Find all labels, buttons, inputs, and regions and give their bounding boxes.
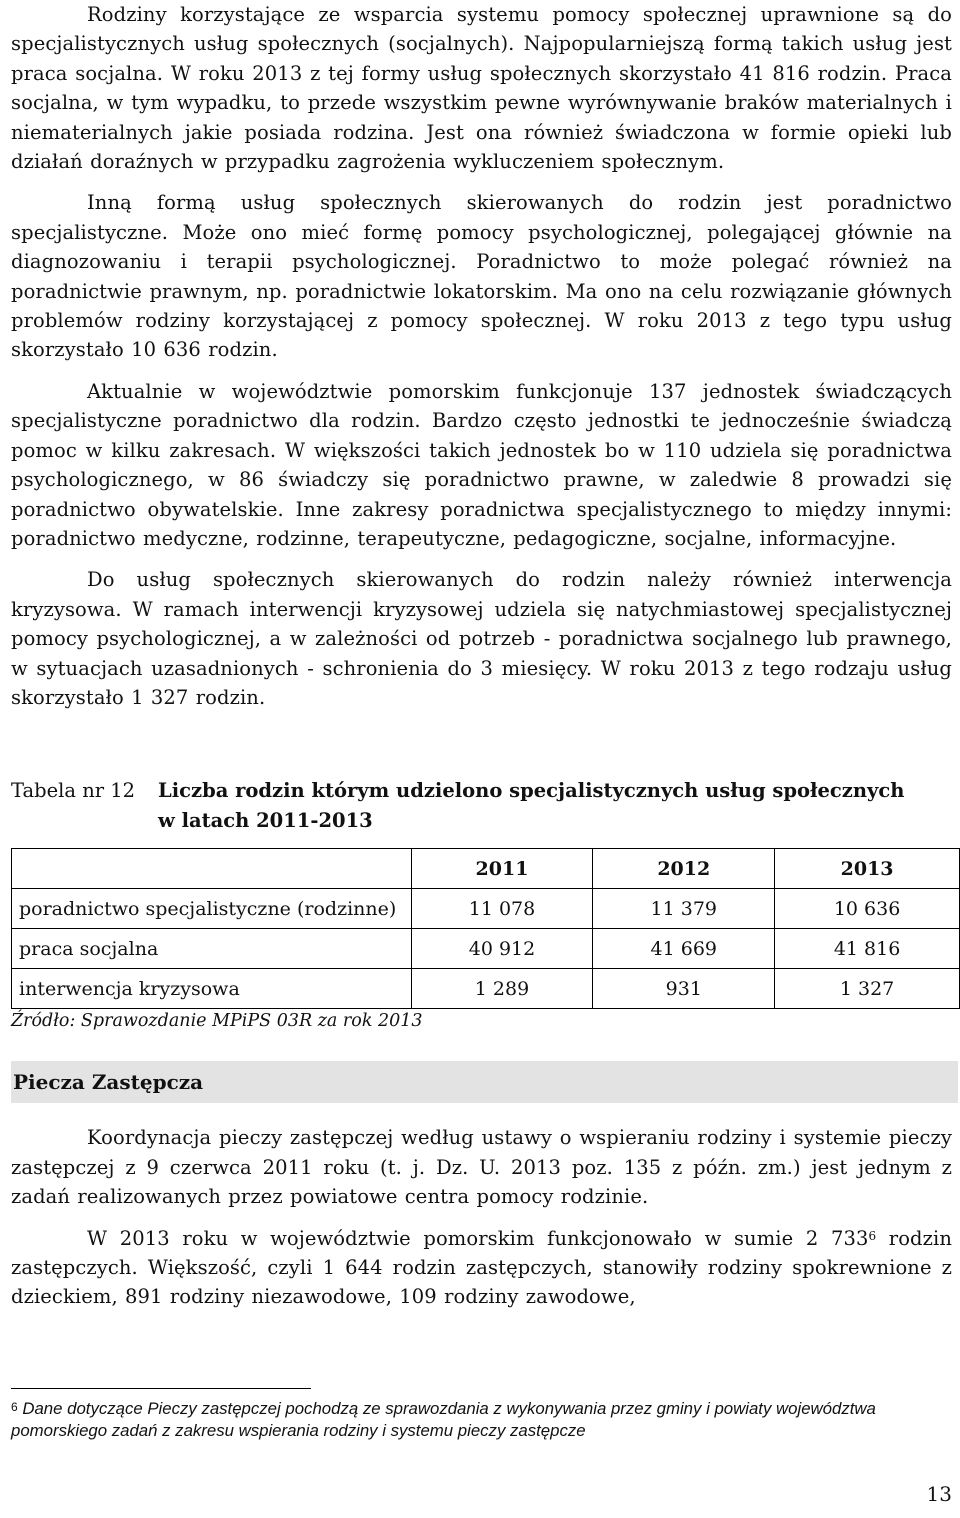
footnote [11, 1398, 956, 1442]
table-cell: 41 816 [775, 929, 960, 969]
row-label: poradnictwo specjalistyczne (rodzinne) [12, 889, 412, 929]
year-header: 2011 [411, 849, 593, 889]
table-header-row [12, 849, 960, 889]
section-heading: Piecza Zastępcza [11, 1061, 958, 1103]
document-page [11, 0, 952, 1312]
row-label: interwencja kryzysowa [12, 969, 412, 1009]
table-caption [11, 776, 952, 836]
table-cell: 40 912 [411, 929, 593, 969]
paragraph-counseling: Inną formą usług społecznych skierowanych do rodzin jest poradnictwo specjalistyczne. Może ono mieć formę pomocy psychologicznej, polegającej głównie na diagnozowaniu i terapii psychologicznej. Poradnictwo to może polegać również na poradnictwie prawnym, np. poradnictwie lokatorskim. Ma ono na celu rozwiązanie głównych problemów rodziny korzystającej z pomocy społecznej. W roku 2013 z tego typu usług skorzystało 10 636 rodzin. [11, 191, 952, 362]
table-row [12, 969, 960, 1009]
page-number: 13 [926, 1482, 952, 1506]
table-cell: 931 [593, 969, 775, 1009]
footnote-reference: 6 [868, 1228, 877, 1243]
paragraph-foster-care-coordination: Koordynacja pieczy zastępczej według ustawy o wspieraniu rodziny i systemie pieczy zastępczej z 9 czerwca 2011 roku (t. j. Dz. U. 2013 poz. 135 z późn. zm.) jest jednym z zadań realizowanych przez powiatowe centra pomocy rodzinie. [11, 1126, 952, 1209]
paragraph-foster-families [11, 1224, 952, 1312]
table-title-line2: w latach 2011-2013 [158, 809, 373, 833]
paragraph-social-work: Rodziny korzystające ze wsparcia systemu pomocy społecznej uprawnione są do specjalistycznych usług społecznych (socjalnych). Najpopularniejszą formą takich usług jest praca socjalna. W roku 2013 z tej formy usług społecznych skorzystało 41 816 rodzin. Praca socjalna, w tym wypadku, to przede wszystkim pewne wyrównywanie braków materialnych i niematerialnych jakie posiada rodzina. Jest ona również świadczona w formie opieki lub działań doraźnych w przypadku zagrożenia wykluczeniem społecznym. [11, 3, 952, 174]
table-corner-cell [12, 849, 412, 889]
table-row [12, 929, 960, 969]
table-cell: 10 636 [775, 889, 960, 929]
table-source: Źródło: Sprawozdanie MPiPS 03R za rok 2013 [11, 1011, 423, 1032]
table-row [12, 889, 960, 929]
paragraph-counseling-units: Aktualnie w województwie pomorskim funkcjonuje 137 jednostek świadczących specjalistyczne poradnictwo dla rodzin. Bardzo często jednostki te jednocześnie świadczą pomoc w kilku zakresach. W większości takich jednostek bo w 110 udziela się poradnictwa psychologicznego, w 86 świadczy się poradnictwo prawne, w zaledwie 8 prowadzi się poradnictwo obywatelskie. Inne zakresy poradnictwa specjalistycznego to między innymi: poradnictwo medyczne, rodzinne, terapeutyczne, pedagogiczne, socjalne, informacyjne. [11, 379, 952, 550]
year-header: 2013 [775, 849, 960, 889]
table-title [158, 776, 904, 836]
table-cell: 11 078 [411, 889, 593, 929]
services-table [11, 848, 960, 1009]
table-cell: 11 379 [593, 889, 775, 929]
table-label: Tabela nr 12 [11, 779, 136, 803]
footnote-text: Dane dotyczące Pieczy zastępczej pochodzą ze sprawozdania z wykonywania przez gminy i powiaty województwa pomorskiego zadań z zakresu wspierania rodziny i systemu pieczy zastępcze [11, 1399, 876, 1440]
row-label: praca socjalna [12, 929, 412, 969]
footnote-divider [11, 1388, 311, 1389]
table-title-line1: Liczba rodzin którym udzielono specjalistycznych usług społecznych [158, 779, 905, 803]
table-cell: 41 669 [593, 929, 775, 969]
year-header: 2012 [593, 849, 775, 889]
table-cell: 1 327 [775, 969, 960, 1009]
paragraph-crisis-intervention: Do usług społecznych skierowanych do rodzin należy również interwencja kryzysowa. W ramach interwencji kryzysowej udziela się natychmiastowej specjalistycznej pomocy psychologicznej, a w zależności od potrzeb - poradnictwa socjalnego lub prawnego, w sytuacjach uzasadnionych - schronienia do 3 miesięcy. W roku 2013 z tego rodzaju usług skorzystało 1 327 rodzin. [11, 568, 952, 709]
table-cell: 1 289 [411, 969, 593, 1009]
footnote-mark: 6 [11, 1400, 18, 1414]
foster-text-start: W 2013 roku w województwie pomorskim funkcjonowało w sumie 2 733 [87, 1226, 869, 1250]
foster-text-end: rodzin zastępczych. Większość, czyli 1 644 rodzin zastępczych, stanowiły rodziny spokrewnione z dzieckiem, 891 rodziny niezawodowe, 109 rodziny zawodowe, [11, 1226, 953, 1309]
